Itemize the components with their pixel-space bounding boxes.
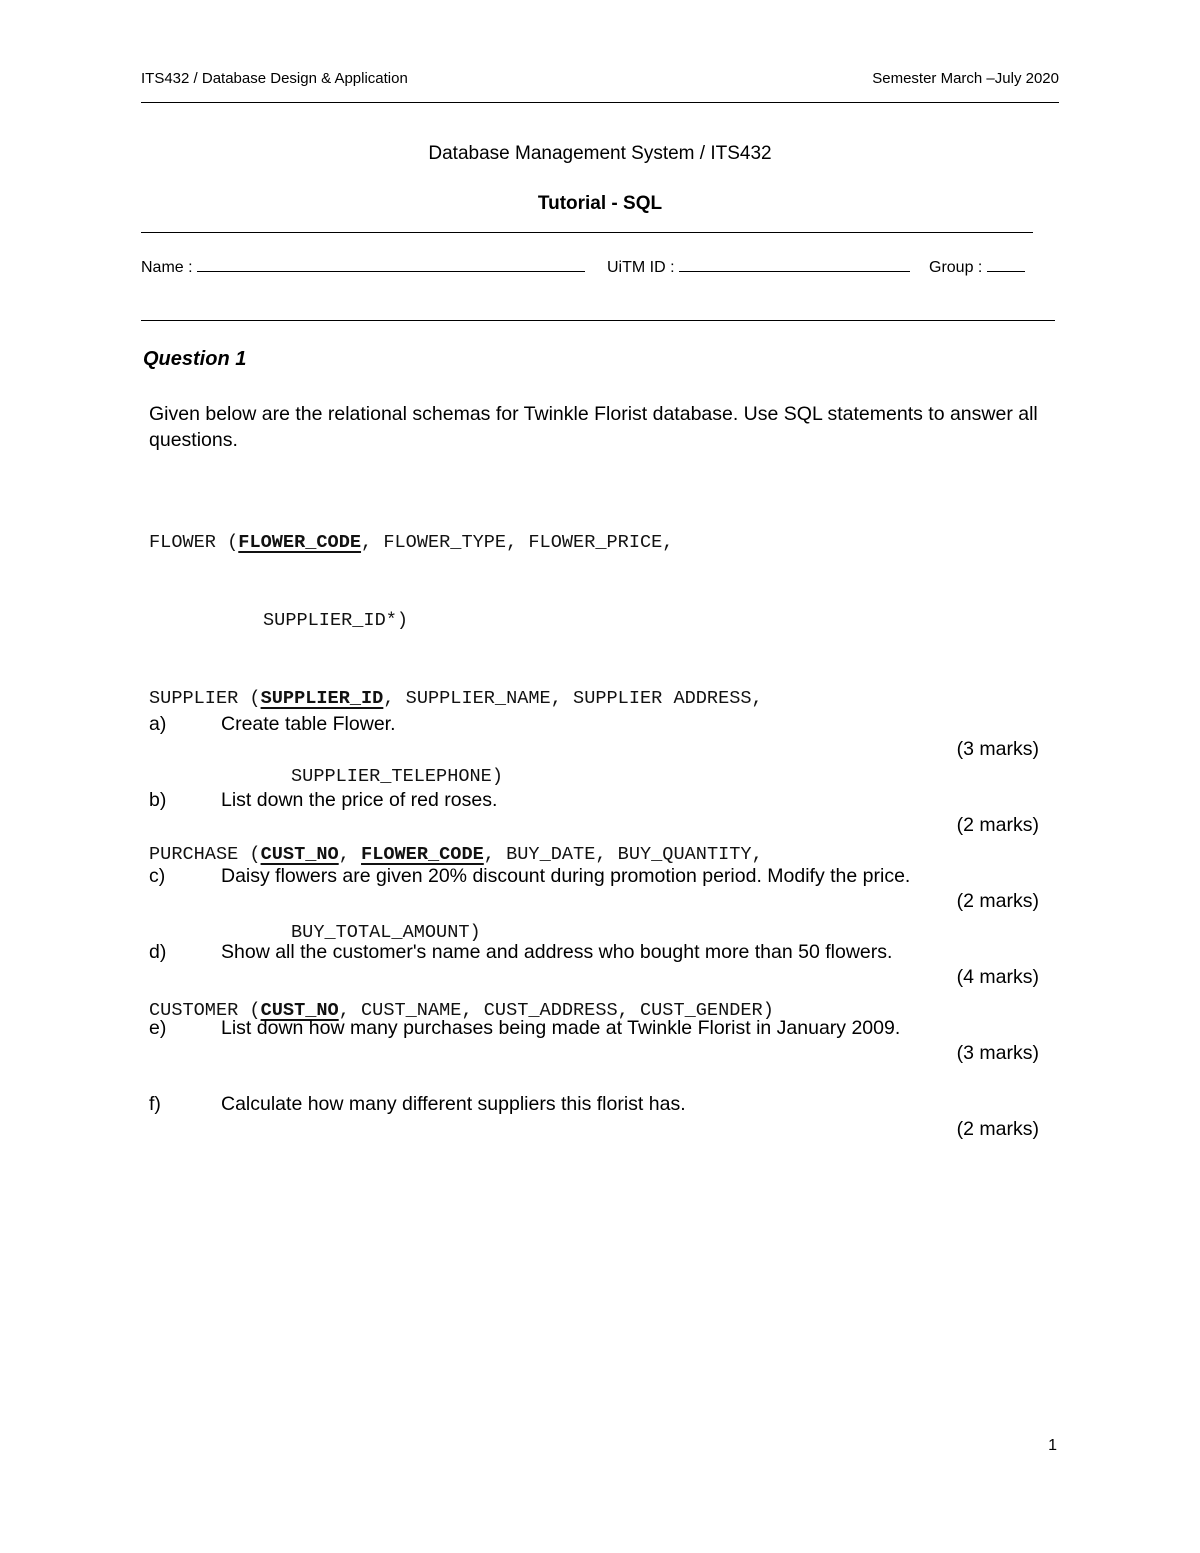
form-rule [141,320,1055,321]
schema-supplier-attrs: , SUPPLIER_NAME, SUPPLIER ADDRESS, [383,688,763,709]
item-label: e) [149,1017,167,1039]
item-text: Create table Flower. [221,713,396,735]
title-rule [141,232,1033,233]
question-intro: Given below are the relational schemas for Twinkle Florist database. Use SQL statements to answer all questions. [149,403,1038,451]
item-label: d) [149,941,167,963]
document-title: Database Management System / ITS432 [428,143,772,164]
item-text: Show all the customer's name and address who bought more than 50 flowers. [221,941,893,963]
relational-schemas [149,478,774,1050]
schema-purchase-attrs: , BUY_DATE, BUY_QUANTITY, [483,844,763,865]
schema-purchase-line1: PURCHASE (CUST_NO, FLOWER_CODE, BUY_DATE, BUY_QUANTITY, [149,844,763,865]
item-marks: (4 marks) [956,966,1039,988]
item-label: b) [149,789,167,811]
schema-flower-line1: FLOWER (FLOWER_CODE, FLOWER_TYPE, FLOWER_PRICE, [149,532,674,553]
schema-flower-attrs-cont: SUPPLIER_ID*) [263,610,409,631]
uitm-id-field[interactable] [607,257,910,277]
schema-supplier-key: SUPPLIER_ID [260,688,384,709]
item-marks: (2 marks) [956,814,1039,836]
item-marks: (2 marks) [956,1118,1039,1140]
header-semester: Semester March –July 2020 [872,70,1059,87]
schema-flower-attrs: , FLOWER_TYPE, FLOWER_PRICE, [361,532,674,553]
schema-supplier-name: SUPPLIER [149,688,239,709]
uitm-id-label: UiTM ID : [607,259,675,276]
name-label: Name : [141,259,193,276]
uitm-id-blank[interactable] [679,257,910,272]
schema-supplier-line2 [149,764,774,790]
item-label: a) [149,713,167,735]
question-heading: Question 1 [143,348,247,370]
schema-flower-key: FLOWER_CODE [238,532,362,553]
schema-customer-attrs: , CUST_NAME, CUST_ADDRESS, CUST_GENDER) [338,1000,774,1021]
group-field[interactable] [929,257,1025,277]
schema-flower-line2 [149,608,774,634]
schema-customer-key: CUST_NO [260,1000,339,1021]
group-label: Group : [929,259,983,276]
page-number: 1 [1048,1437,1057,1454]
schema-purchase-sep: , [338,844,362,865]
schema-supplier-attrs-cont: SUPPLIER_TELEPHONE) [291,766,504,787]
name-blank[interactable] [197,257,585,272]
schema-flower-name: FLOWER [149,532,216,553]
item-label: c) [149,865,166,887]
item-marks: (3 marks) [956,738,1039,760]
item-text: List down the price of red roses. [221,789,498,811]
item-text: List down how many purchases being made at Twinkle Florist in January 2009. [221,1017,901,1039]
item-marks: (3 marks) [956,1042,1039,1064]
schema-purchase-attrs-cont: BUY_TOTAL_AMOUNT) [291,922,481,943]
schema-supplier-line1: SUPPLIER (SUPPLIER_ID, SUPPLIER_NAME, SUPPLIER ADDRESS, [149,688,763,709]
schema-customer-name: CUSTOMER [149,1000,239,1021]
item-label: f) [149,1093,161,1115]
header-course: ITS432 / Database Design & Application [141,70,408,87]
name-field[interactable] [141,257,585,277]
schema-purchase-name: PURCHASE [149,844,239,865]
schema-purchase-key-cust: CUST_NO [260,844,339,865]
item-marks: (2 marks) [956,890,1039,912]
schema-customer-line1: CUSTOMER (CUST_NO, CUST_NAME, CUST_ADDRESS, CUST_GENDER) [149,1000,774,1021]
item-text: Calculate how many different suppliers this florist has. [221,1093,686,1115]
schema-purchase-key-flower: FLOWER_CODE [361,844,484,865]
header-rule [141,102,1059,103]
group-blank[interactable] [987,257,1025,272]
document-subtitle: Tutorial - SQL [537,193,663,214]
item-text: Daisy flowers are given 20% discount during promotion period. Modify the price. [221,865,911,887]
